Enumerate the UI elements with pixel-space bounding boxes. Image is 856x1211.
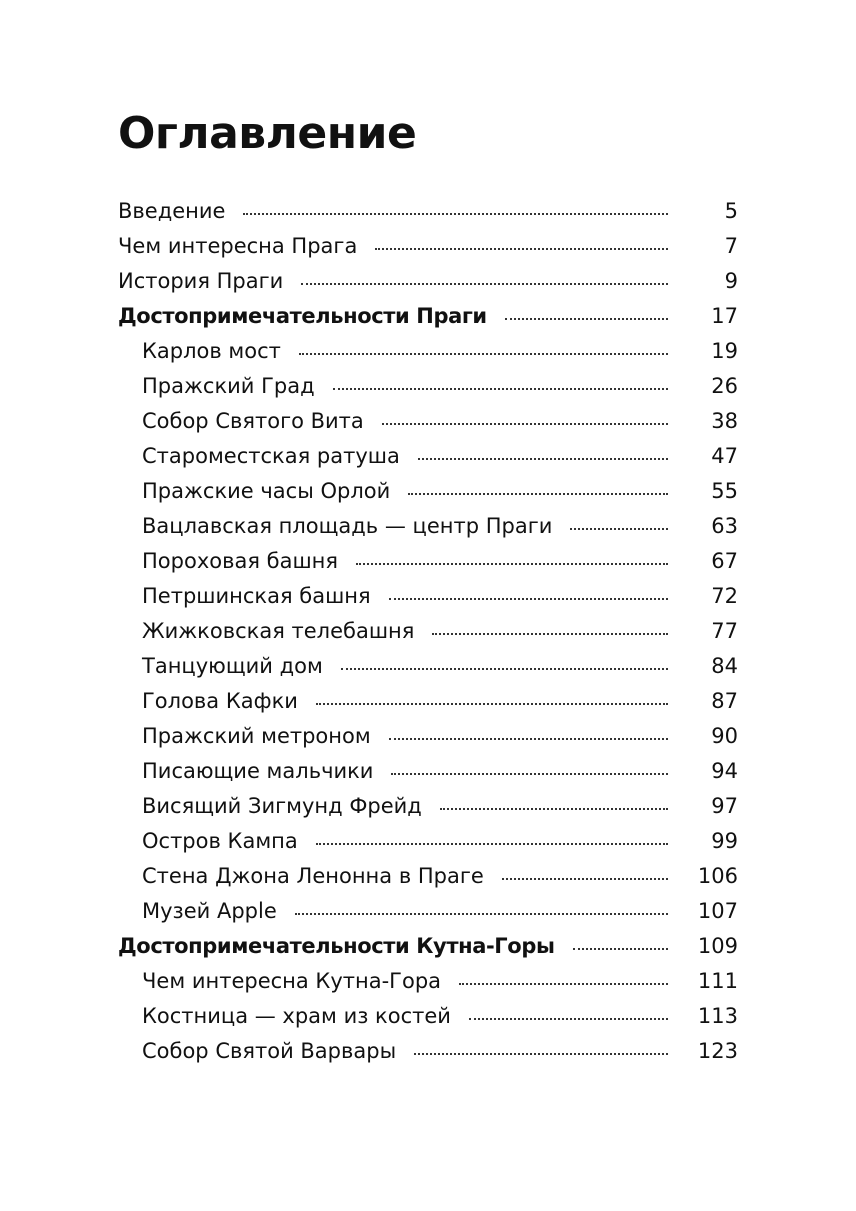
toc-entry[interactable] <box>118 649 738 684</box>
toc-entry[interactable] <box>118 824 738 859</box>
toc-entry-title: Чем интересна Кутна-Гора <box>142 969 442 993</box>
toc-entry-title: Вацлавская площадь — центр Праги <box>142 514 553 538</box>
toc-entry-title: Староместская ратуша <box>142 444 400 468</box>
toc-entry-page-number: 67 <box>711 549 738 573</box>
toc-entry-page-number: 97 <box>711 794 738 818</box>
toc-entry-title: Пражские часы Орлой <box>142 479 391 503</box>
dot-leader <box>299 353 668 355</box>
toc-entry-title: Голова Кафки <box>142 689 298 713</box>
toc-entry[interactable] <box>118 334 738 369</box>
toc-entry-title: Стена Джона Ленонна в Праге <box>142 864 484 888</box>
dot-leader <box>382 423 668 425</box>
dot-leader <box>459 983 668 985</box>
toc-entry-page-number: 77 <box>711 619 738 643</box>
dot-leader <box>469 1018 668 1020</box>
toc-entry[interactable] <box>118 404 738 439</box>
dot-leader <box>418 458 668 460</box>
toc-entry[interactable] <box>118 684 738 719</box>
toc-entry[interactable] <box>118 579 738 614</box>
dot-leader <box>391 773 668 775</box>
toc-entry-page-number: 113 <box>697 1004 738 1028</box>
toc-entry-title: Чем интересна Прага <box>118 234 358 258</box>
page-title: Оглавление <box>118 108 417 159</box>
toc-entry-page-number: 7 <box>724 234 738 258</box>
toc-entry-page-number: 38 <box>711 409 738 433</box>
toc-entry-title: Остров Кампа <box>142 829 298 853</box>
toc-entry-page-number: 111 <box>697 969 738 993</box>
toc-entry[interactable] <box>118 894 738 929</box>
dot-leader <box>316 703 668 705</box>
toc-entry-title: Достопримечательности Праги <box>118 304 487 328</box>
toc-entry-page-number: 109 <box>697 934 738 958</box>
toc-entry[interactable] <box>118 194 738 229</box>
toc-entry-title: Костница — храм из костей <box>142 1004 451 1028</box>
toc-entry[interactable] <box>118 544 738 579</box>
toc-entry-page-number: 63 <box>711 514 738 538</box>
toc-entry[interactable] <box>118 789 738 824</box>
toc-entry-page-number: 107 <box>697 899 738 923</box>
toc-entry-title: Пражский Град <box>142 374 315 398</box>
toc-entry-page-number: 9 <box>724 269 738 293</box>
toc-entry-title: Жижковская телебашня <box>142 619 415 643</box>
toc-entry-page-number: 26 <box>711 374 738 398</box>
toc-entry[interactable] <box>118 1034 738 1069</box>
toc-entry[interactable] <box>118 754 738 789</box>
toc-entry-page-number: 17 <box>711 304 738 328</box>
toc-entry-page-number: 87 <box>711 689 738 713</box>
toc-entry[interactable] <box>118 999 738 1034</box>
toc-entry-title: Собор Святого Вита <box>142 409 364 433</box>
dot-leader <box>389 738 668 740</box>
toc-entry[interactable] <box>118 614 738 649</box>
toc-entry[interactable] <box>118 474 738 509</box>
toc-entry-page-number: 106 <box>697 864 738 888</box>
toc-entry-page-number: 94 <box>711 759 738 783</box>
toc-entry[interactable] <box>118 264 738 299</box>
toc-entry-page-number: 5 <box>724 199 738 223</box>
toc-entry-page-number: 19 <box>711 339 738 363</box>
dot-leader <box>295 913 668 915</box>
toc-entry[interactable] <box>118 229 738 264</box>
dot-leader <box>573 948 668 950</box>
dot-leader <box>502 878 668 880</box>
toc-entry[interactable] <box>118 439 738 474</box>
dot-leader <box>408 493 668 495</box>
table-of-contents <box>118 194 738 1069</box>
toc-entry-page-number: 90 <box>711 724 738 748</box>
dot-leader <box>570 528 668 530</box>
toc-entry-title: Собор Святой Варвары <box>142 1039 397 1063</box>
toc-entry[interactable] <box>118 299 738 334</box>
dot-leader <box>301 283 668 285</box>
toc-entry-title: Пражский метроном <box>142 724 371 748</box>
toc-entry[interactable] <box>118 964 738 999</box>
toc-entry-title: Писающие мальчики <box>142 759 374 783</box>
toc-entry[interactable] <box>118 509 738 544</box>
dot-leader <box>505 318 668 320</box>
toc-entry-title: Висящий Зигмунд Фрейд <box>142 794 422 818</box>
dot-leader <box>375 248 668 250</box>
dot-leader <box>243 213 668 215</box>
dot-leader <box>341 668 668 670</box>
toc-entry[interactable] <box>118 859 738 894</box>
dot-leader <box>333 388 668 390</box>
toc-entry-title: Достопримечательности Кутна-Горы <box>118 934 555 958</box>
toc-entry-title: Петршинская башня <box>142 584 371 608</box>
toc-entry-page-number: 123 <box>697 1039 738 1063</box>
toc-entry-page-number: 47 <box>711 444 738 468</box>
dot-leader <box>414 1053 668 1055</box>
toc-entry[interactable] <box>118 369 738 404</box>
toc-entry-page-number: 84 <box>711 654 738 678</box>
dot-leader <box>440 808 668 810</box>
toc-entry[interactable] <box>118 929 738 964</box>
dot-leader <box>389 598 668 600</box>
dot-leader <box>356 563 668 565</box>
dot-leader <box>316 843 668 845</box>
dot-leader <box>432 633 668 635</box>
toc-entry-title: Пороховая башня <box>142 549 339 573</box>
toc-entry-title: История Праги <box>118 269 284 293</box>
toc-entry-title: Карлов мост <box>142 339 281 363</box>
toc-entry-title: Введение <box>118 199 226 223</box>
toc-entry-title: Музей Apple <box>142 899 277 923</box>
toc-entry[interactable] <box>118 719 738 754</box>
toc-entry-page-number: 72 <box>711 584 738 608</box>
toc-entry-page-number: 99 <box>711 829 738 853</box>
toc-entry-title: Танцующий дом <box>142 654 323 678</box>
toc-entry-page-number: 55 <box>711 479 738 503</box>
